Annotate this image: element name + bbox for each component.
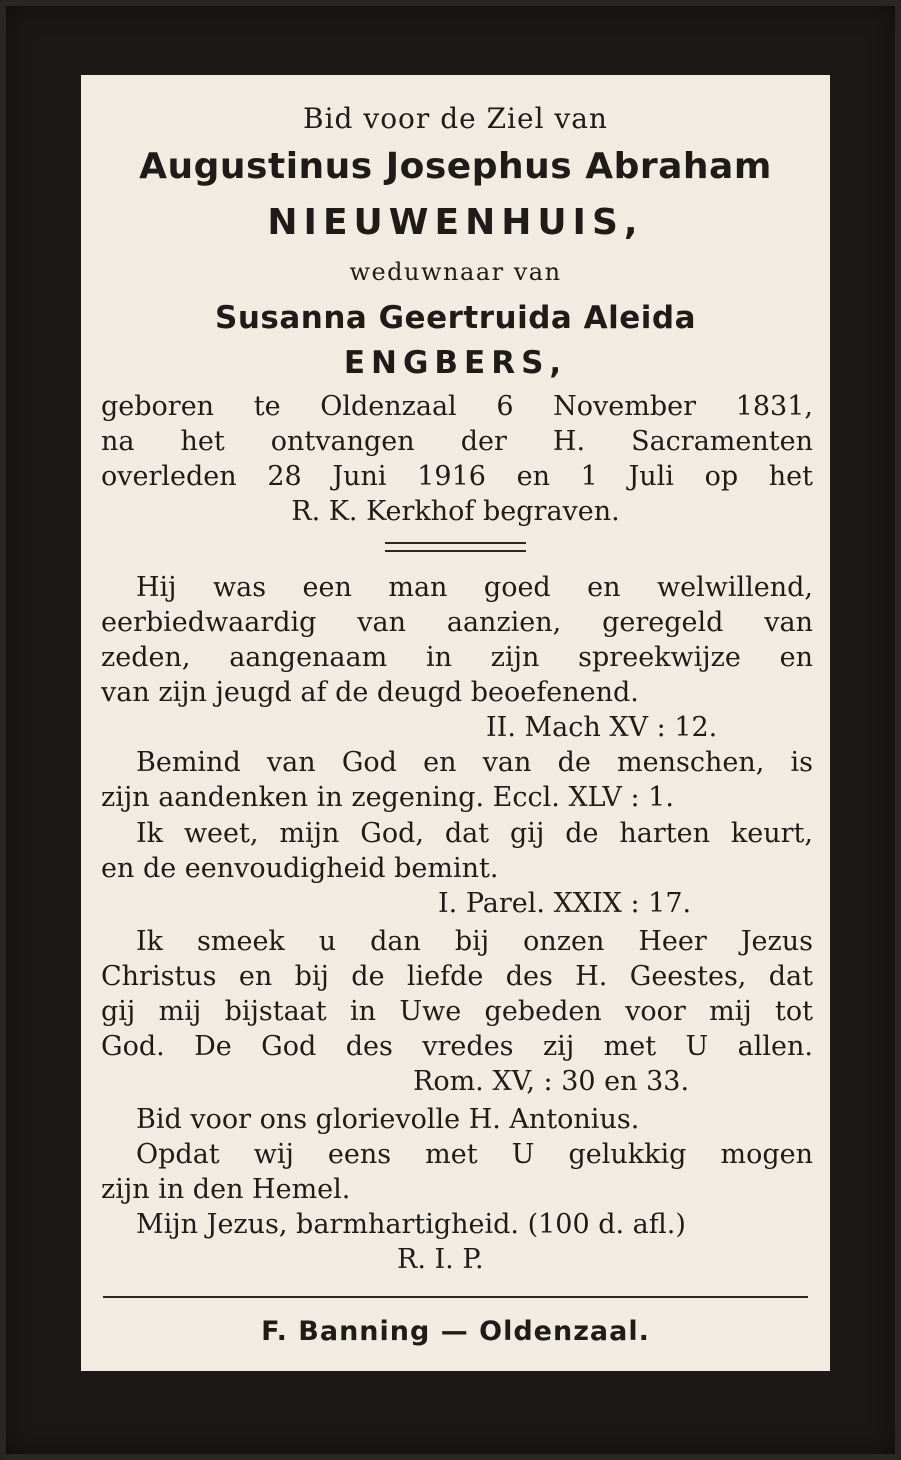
- verse-line: Bid voor ons glorievolle H. Antonius.: [136, 1104, 640, 1135]
- printer-imprint: F. Banning — Oldenzaal.: [261, 1316, 650, 1347]
- prayer-heading: Bid voor de Ziel van: [303, 102, 608, 135]
- verse-line: gij mij bijstaat in Uwe gebeden voor mij tot: [101, 996, 813, 1027]
- verse-reference: Rom. XV, : 30 en 33.: [413, 1066, 690, 1097]
- deceased-given-names: Augustinus Josephus Abraham: [139, 146, 772, 187]
- verse-line: God. De God des vredes zij met U allen.: [101, 1031, 813, 1062]
- deceased-surname: NIEUWENHUIS,: [267, 202, 644, 243]
- relation-text: weduwnaar van: [349, 258, 562, 286]
- spouse-given-names: Susanna Geertruida Aleida: [215, 300, 696, 336]
- verse-reference: I. Parel. XXIX : 17.: [438, 888, 692, 919]
- biography-line: geboren te Oldenzaal 6 November 1831,: [101, 391, 813, 422]
- double-divider: [385, 542, 526, 552]
- verse-line: Ik weet, mijn God, dat gij de harten keurt,: [136, 818, 813, 849]
- biography-line: R. K. Kerkhof begraven.: [291, 496, 620, 527]
- verse-line: zijn aandenken in zegening. Eccl. XLV : 1.: [101, 782, 674, 813]
- verse-line: Ik smeek u dan bij onzen Heer Jezus: [136, 926, 813, 957]
- indulgence-prayer: Mijn Jezus, barmhartigheid. (100 d. afl.): [136, 1209, 686, 1240]
- verse-line: zijn in den Hemel.: [101, 1174, 351, 1205]
- biography-line: overleden 28 Juni 1916 en 1 Juli op het: [101, 461, 813, 492]
- verse-line: eerbiedwaardig van aanzien, geregeld van: [101, 607, 813, 638]
- verse-line: Opdat wij eens met U gelukkig mogen: [136, 1139, 813, 1170]
- verse-reference: II. Mach XV : 12.: [486, 712, 718, 743]
- verse-line: zeden, aangenaam in zijn spreekwijze en: [101, 642, 813, 673]
- bottom-divider: [103, 1296, 808, 1298]
- verse-line: en de eenvoudigheid bemint.: [101, 853, 499, 884]
- verse-line: Bemind van God en van de menschen, is: [136, 747, 813, 778]
- rip-text: R. I. P.: [397, 1244, 484, 1275]
- card-text-panel: [81, 75, 830, 1371]
- verse-line: van zijn jeugd af de deugd beoefenend.: [101, 677, 639, 708]
- verse-line: Hij was een man goed en welwillend,: [136, 572, 813, 603]
- spouse-surname: ENGBERS,: [343, 345, 568, 381]
- verse-line: Christus en bij de liefde des H. Geestes, dat: [101, 961, 813, 992]
- biography-line: na het ontvangen der H. Sacramenten: [101, 426, 813, 457]
